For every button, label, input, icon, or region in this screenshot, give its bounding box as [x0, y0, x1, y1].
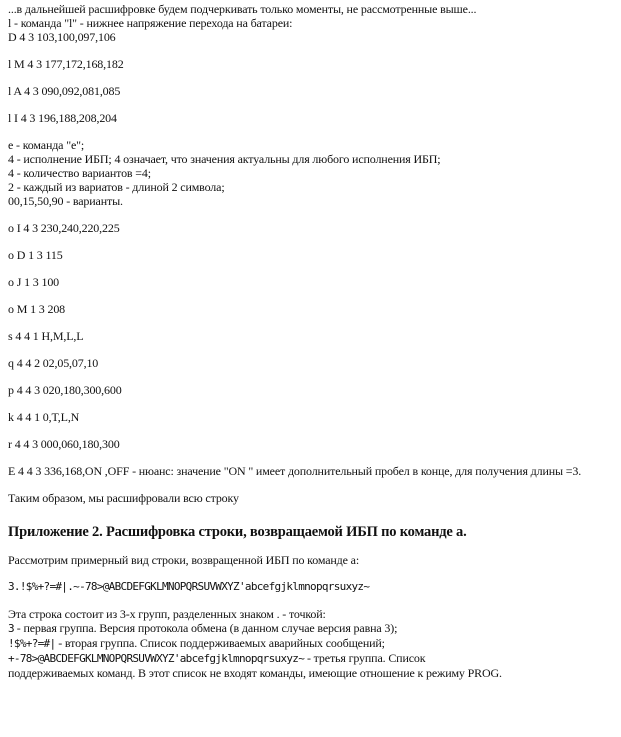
command-q-line: q 4 4 2 02,05,07,10	[8, 356, 99, 370]
command-s-line: s 4 4 1 H,M,L,L	[8, 329, 84, 343]
group-1-code: 3	[8, 622, 14, 635]
groups-intro-text: Эта строка состоит из 3-х групп, разделенных знаком . - точкой:	[8, 607, 326, 621]
appendix-2-title: Приложение 2. Расшифровка строки, возвращаемой ИБП по команде a.	[8, 524, 467, 540]
command-e-count-line: 4 - количество вариантов =4;	[8, 166, 151, 180]
command-e-description: e - команда "e";	[8, 138, 85, 152]
group-2-line	[8, 636, 618, 651]
command-r-line: r 4 4 3 000,060,180,300	[8, 437, 120, 451]
command-e-length-line: 2 - каждый из вариатов - длиной 2 символа;	[8, 180, 225, 194]
command-l-i-line: l I 4 3 196,188,208,204	[8, 111, 117, 125]
document-page	[8, 2, 618, 680]
group-3-text: - третья группа. Список	[304, 651, 426, 665]
command-o-d-line: o D 1 3 115	[8, 248, 63, 262]
example-response-string: 3.!$%+?=#|.~-78>@ABCDEFGKLMNOPQRSUVWXYZ'abcefgjklmnopqrsuxyz~	[8, 580, 370, 593]
command-l-d-line: D 4 3 103,100,097,106	[8, 30, 116, 44]
command-k-line: k 4 4 1 0,T,L,N	[8, 410, 80, 424]
command-p-line: p 4 4 3 020,180,300,600	[8, 383, 122, 397]
command-o-m-line: o M 1 3 208	[8, 302, 66, 316]
command-o-i-line: o I 4 3 230,240,220,225	[8, 221, 120, 235]
command-l-description: l - команда "l" - нижнее напряжение перехода на батареи:	[8, 16, 293, 30]
consider-text: Рассмотрим примерный вид строки, возвращенной ИБП по команде a:	[8, 553, 360, 567]
summary-text: Таким образом, мы расшифровали всю строку	[8, 491, 239, 505]
group-3-continuation: поддерживаемых команд. В этот список не входят команды, имеющие отношение к режиму PROG.	[8, 666, 502, 680]
command-l-m-line: l M 4 3 177,172,168,182	[8, 57, 124, 71]
command-e-values-line: 00,15,50,90 - варианты.	[8, 194, 123, 208]
group-1-line	[8, 621, 618, 636]
group-1-text: - первая группа. Версия протокола обмена (в данном случае версия равна 3);	[13, 621, 398, 635]
command-l-a-line: l A 4 3 090,092,081,085	[8, 84, 121, 98]
group-2-text: - вторая группа. Список поддерживаемых аварийных сообщений;	[55, 636, 385, 650]
command-o-j-line: o J 1 3 100	[8, 275, 60, 289]
command-e-version-line: 4 - исполнение ИБП; 4 означает, что значения актуальны для любого исполнения ИБП;	[8, 152, 441, 166]
command-e-upper-line: E 4 4 3 336,168,ON ,OFF - нюанс: значение "ON " имеет дополнительный пробел в конце, для получения длины =3.	[8, 464, 582, 478]
intro-text: ...в дальнейшей расшифровке будем подчеркивать только моменты, не рассмотренные выше...	[8, 2, 477, 16]
group-3-code: +-78>@ABCDEFGKLMNOPQRSUVWXYZ'abcefgjklmnopqrsuxyz~	[8, 652, 305, 665]
group-2-code: !$%+?=#|	[8, 637, 56, 650]
group-3-line	[8, 651, 618, 666]
